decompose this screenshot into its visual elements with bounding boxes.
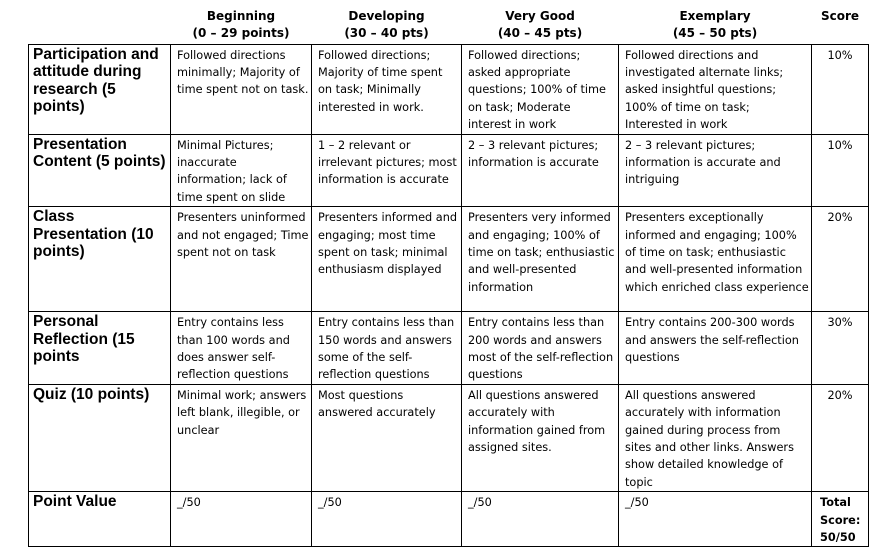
- column-header-exemplary: [619, 8, 812, 44]
- column-name: Very Good: [505, 9, 575, 23]
- header-row: [29, 8, 869, 44]
- rubric-cell-developing: Presenters informed and engaging; most time spent on task; minimal enthusiasm displayed: [312, 207, 462, 312]
- criterion-quiz: Quiz (10 points): [29, 384, 171, 491]
- score-cell: 20%: [812, 207, 869, 312]
- point-value-label: Point Value: [29, 492, 171, 547]
- rubric-cell-developing: Most questions answered accurately: [312, 384, 462, 491]
- rubric-cell-very-good: All questions answered accurately with information gained from assigned sites.: [462, 384, 619, 491]
- rubric-cell-beginning: Presenters uninformed and not engaged; Time spent not on task: [171, 207, 312, 312]
- column-range: (0 – 29 points): [192, 26, 290, 40]
- rubric-cell-very-good: Followed directions; asked appropriate questions; 100% of time on task; Moderate interest in work: [462, 44, 619, 134]
- header-blank: [29, 8, 171, 44]
- column-name: Developing: [348, 9, 425, 23]
- column-range: (40 – 45 pts): [497, 26, 583, 40]
- rubric-cell-very-good: Entry contains less than 200 words and answers most of the self-reflection questions: [462, 312, 619, 385]
- rubric-cell-exemplary: Presenters exceptionally informed and engaging; 100% of time on task; enthusiastic and well-presented information which enriched class experience: [619, 207, 812, 312]
- criterion-personal-reflection: Personal Reflection (15 points: [29, 312, 171, 385]
- column-header-beginning: [171, 8, 312, 44]
- rubric-cell-beginning: Followed directions minimally; Majority of time spent not on task.: [171, 44, 312, 134]
- table-row: [29, 312, 869, 385]
- table-row: [29, 134, 869, 207]
- table-row: [29, 207, 869, 312]
- score-cell: 10%: [812, 44, 869, 134]
- total-score-label: Total Score:: [820, 496, 861, 527]
- rubric-cell-beginning: Minimal Pictures; inaccurate information; lack of time spent on slide: [171, 134, 312, 207]
- rubric-table: [28, 8, 869, 547]
- table-row: [29, 384, 869, 491]
- point-value-row: [29, 492, 869, 547]
- point-value-exemplary: _/50: [619, 492, 812, 547]
- criterion-participation: Participation and attitude during research (5 points): [29, 44, 171, 134]
- point-value-developing: _/50: [312, 492, 462, 547]
- score-cell: 20%: [812, 384, 869, 491]
- column-name: Exemplary: [679, 9, 751, 23]
- criterion-class-presentation: Class Presentation (10 points): [29, 207, 171, 312]
- rubric-cell-developing: 1 – 2 relevant or irrelevant pictures; most information is accurate: [312, 134, 462, 207]
- score-header: Score: [820, 9, 860, 23]
- rubric-cell-exemplary: All questions answered accurately with information gained during process from sites and other links. Answers show detailed knowledge of topic: [619, 384, 812, 491]
- table-row: [29, 44, 869, 134]
- point-value-very-good: _/50: [462, 492, 619, 547]
- column-header-score: [812, 8, 869, 44]
- rubric-cell-exemplary: 2 – 3 relevant pictures; information is accurate and intriguing: [619, 134, 812, 207]
- rubric-cell-developing: Followed directions; Majority of time spent on task; Minimally interested in work.: [312, 44, 462, 134]
- total-score-value: 50/50: [820, 531, 856, 545]
- score-cell: 30%: [812, 312, 869, 385]
- rubric-cell-very-good: 2 – 3 relevant pictures; information is accurate: [462, 134, 619, 207]
- rubric-cell-very-good: Presenters very informed and engaging; 100% of time on task; enthusiastic and well-presented information: [462, 207, 619, 312]
- column-header-developing: [312, 8, 462, 44]
- point-value-beginning: _/50: [171, 492, 312, 547]
- column-range: (30 – 40 pts): [344, 26, 429, 40]
- column-name: Beginning: [206, 9, 276, 23]
- rubric-cell-beginning: Entry contains less than 100 words and does answer self-reflection questions: [171, 312, 312, 385]
- column-range: (45 – 50 pts): [672, 26, 758, 40]
- criterion-presentation-content: Presentation Content (5 points): [29, 134, 171, 207]
- column-header-very-good: [462, 8, 619, 44]
- score-cell: 10%: [812, 134, 869, 207]
- rubric-cell-exemplary: Followed directions and investigated alternate links; asked insightful questions; 100% of time on task; Interested in work: [619, 44, 812, 134]
- rubric-cell-beginning: Minimal work; answers left blank, illegible, or unclear: [171, 384, 312, 491]
- rubric-cell-exemplary: Entry contains 200-300 words and answers the self-reflection questions: [619, 312, 812, 385]
- total-score-cell: [812, 492, 869, 547]
- rubric-cell-developing: Entry contains less than 150 words and answers some of the self-reflection questions: [312, 312, 462, 385]
